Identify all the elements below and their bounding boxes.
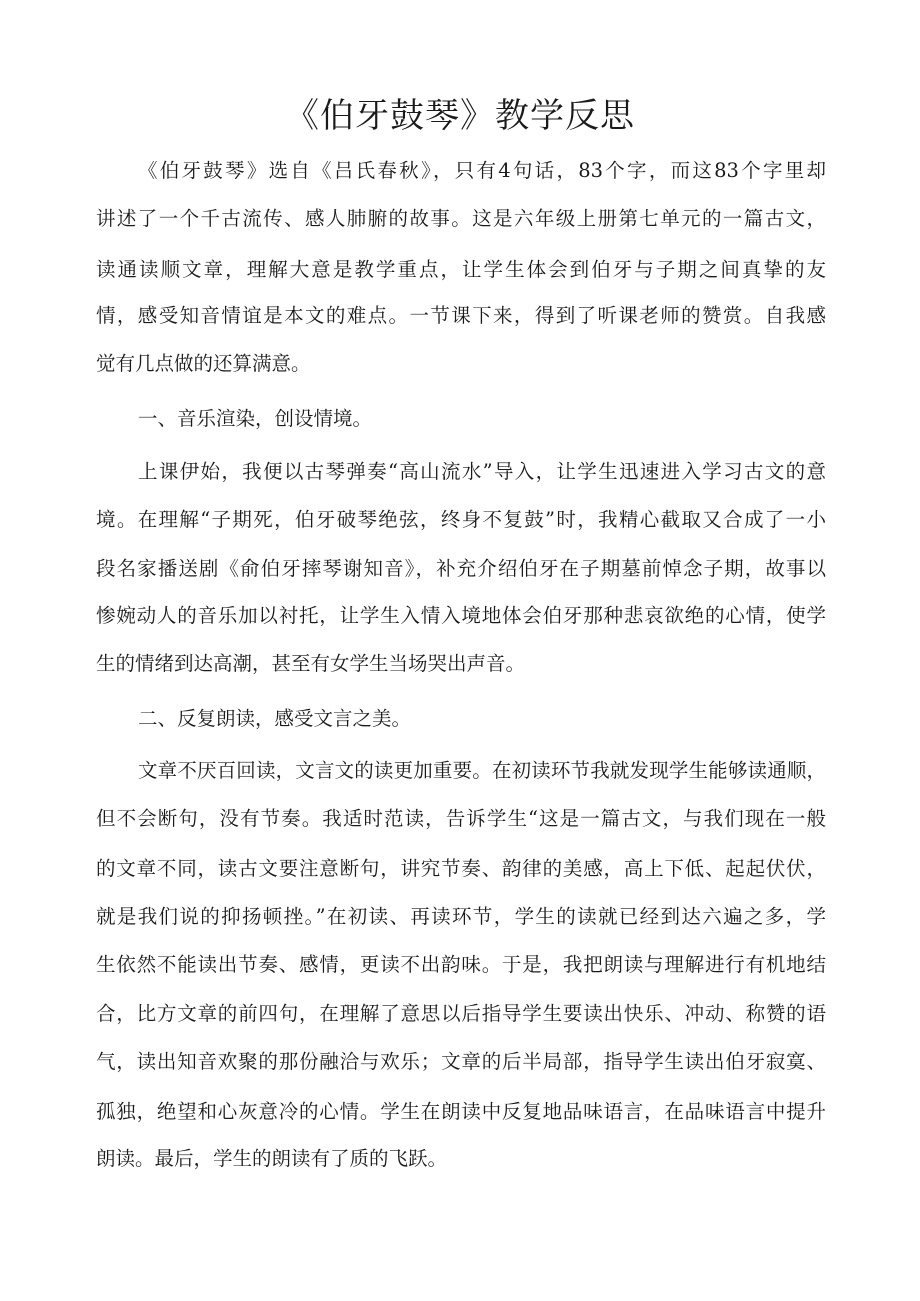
paragraph-3-line-1: 文章不厌百回读，文言文的读更加重要。在初读环节我就发现学生能够读通顺， <box>138 759 826 782</box>
paragraph-3-line-9: 朗读。最后，学生的朗读有了质的飞跃。 <box>96 1147 448 1170</box>
section-heading-2: 二、反复朗读，感受文言之美。 <box>138 707 412 730</box>
paragraph-1-line-2: 讲述了一个千古流传、感人肺腑的故事。这是六年级上册第七单元的一篇古文， <box>96 207 826 230</box>
paragraph-3-line-7: 气，读出知音欢聚的那份融洽与欢乐；文章的后半局部，指导学生读出伯牙寂寞、 <box>96 1050 826 1073</box>
paragraph-2-line-3: 段名家播送剧《俞伯牙摔琴谢知音》，补充介绍伯牙在子期墓前悼念子期，故事以 <box>96 557 826 580</box>
paragraph-3-line-5: 生依然不能读出节奏、感情，更读不出韵味。于是，我把朗读与理解进行有机地结 <box>96 953 826 976</box>
paragraph-1-line-3: 读通读顺文章，理解大意是教学重点，让学生体会到伯牙与子期之间真挚的友 <box>96 258 826 281</box>
paragraph-1-line-4: 情，感受知音情谊是本文的难点。一节课下来，得到了听课老师的赞赏。自我感 <box>96 304 826 327</box>
paragraph-1-line-5: 觉有几点做的还算满意。 <box>96 352 311 375</box>
paragraph-3-line-2: 但不会断句，没有节奏。我适时范读，告诉学生“这是一篇古文，与我们现在一般 <box>96 807 826 830</box>
paragraph-2-line-4: 惨婉动人的音乐加以衬托，让学生入情入境地体会伯牙那种悲哀欲绝的心情，使学 <box>96 604 826 627</box>
paragraph-2-line-2: 境。在理解“子期死，伯牙破琴绝弦，终身不复鼓”时，我精心截取又合成了一小 <box>96 508 826 531</box>
document-title: 《伯牙鼓琴》教学反思 <box>285 96 635 136</box>
section-heading-1: 一、音乐渲染，创设情境。 <box>138 407 373 430</box>
paragraph-3-line-6: 合，比方文章的前四句，在理解了意思以后指导学生要读出快乐、冲动、称赞的语 <box>96 1002 826 1025</box>
paragraph-3-line-8: 孤独，绝望和心灰意冷的心情。学生在朗读中反复地品味语言，在品味语言中提升 <box>96 1100 826 1123</box>
paragraph-2-line-1: 上课伊始，我便以古琴弹奏“高山流水”导入，让学生迅速进入学习古文的意 <box>138 460 826 483</box>
paragraph-3-line-4: 就是我们说的抑扬顿挫。”在初读、再读环节，学生的读就已经到达六遍之多，学 <box>96 905 826 928</box>
paragraph-2-line-5: 生的情绪到达高潮，甚至有女学生当场哭出声音。 <box>96 652 526 675</box>
paragraph-3-line-3: 的文章不同，读古文要注意断句，讲究节奏、韵律的美感，高上下低、起起伏伏， <box>96 857 826 880</box>
paragraph-1-line-1: 《伯牙鼓琴》选自《吕氏春秋》，只有4句话，83个字，而这83个字里却 <box>138 159 826 182</box>
